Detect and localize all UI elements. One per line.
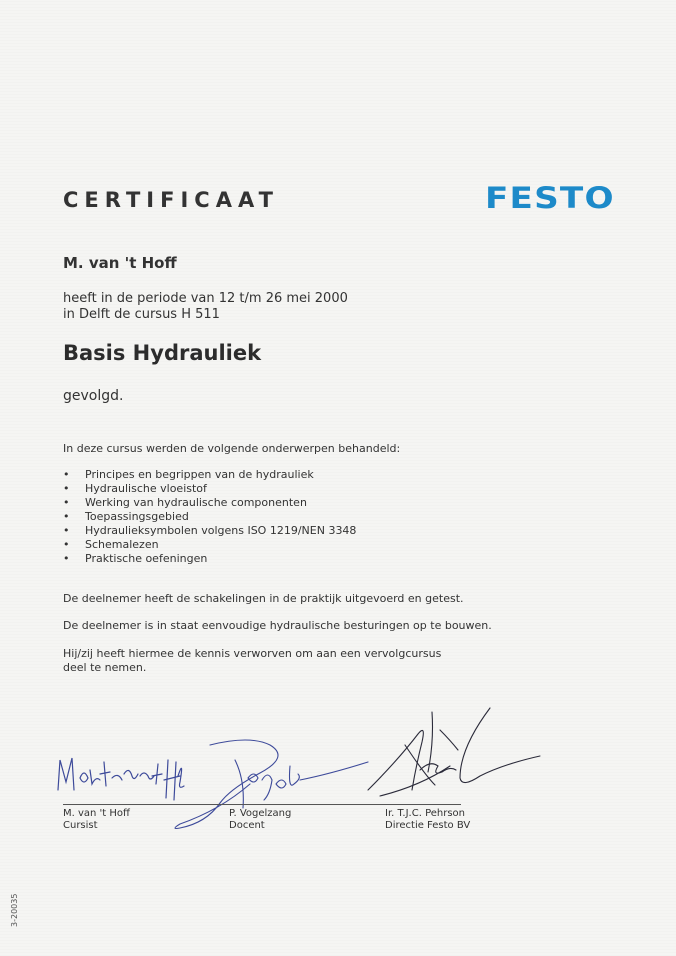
- signature-participant: [58, 758, 184, 800]
- topics-intro: In deze cursus werden de volgende onderwerpen behandeld:: [63, 442, 401, 455]
- topic-item: • Werking van hydraulische componenten: [63, 496, 356, 510]
- festo-logo: FESTO: [485, 181, 615, 215]
- signature-director: [368, 708, 540, 796]
- statement-knowledge: Hij/zij heeft hiermee de kennis verworven om aan een vervolgcursus deel te nemen.: [63, 647, 442, 674]
- period-line-2: in Delft de cursus H 511: [63, 307, 220, 322]
- topic-item: • Schemalezen: [63, 538, 356, 552]
- topic-item: • Principes en begrippen van de hydrauliek: [63, 468, 356, 482]
- signer-director: [385, 808, 470, 832]
- statement-ability: De deelnemer is in staat eenvoudige hydraulische besturingen op te bouwen.: [63, 619, 492, 632]
- signer-role: Cursist: [63, 820, 98, 831]
- certificate-title: CERTIFICAAT: [63, 188, 279, 212]
- topics-list: [63, 468, 356, 566]
- signer-role: Directie Festo BV: [385, 820, 471, 831]
- signer-instructor: [229, 808, 291, 832]
- statement-practice: De deelnemer heeft de schakelingen in de praktijk uitgevoerd en getest.: [63, 592, 464, 605]
- topic-item: • Hydraulische vloeistof: [63, 482, 356, 496]
- signer-name: P. Vogelzang: [229, 808, 292, 819]
- signer-participant: [63, 808, 130, 832]
- document-code: 3-20035: [10, 893, 19, 927]
- topic-item: • Hydraulieksymbolen volgens ISO 1219/NEN 3348: [63, 524, 356, 538]
- signer-name: M. van 't Hoff: [63, 808, 130, 819]
- topic-item: • Toepassingsgebied: [63, 510, 356, 524]
- participant-name: M. van 't Hoff: [63, 254, 177, 272]
- signature-line: [63, 804, 461, 805]
- period-line-1: heeft in de periode van 12 t/m 26 mei 2000: [63, 291, 348, 306]
- course-period: [63, 291, 348, 323]
- signer-name: Ir. T.J.C. Pehrson: [385, 808, 466, 819]
- signer-role: Docent: [229, 820, 265, 831]
- topic-item: • Praktische oefeningen: [63, 552, 356, 566]
- followed-text: gevolgd.: [63, 388, 124, 404]
- course-title: Basis Hydrauliek: [63, 341, 262, 365]
